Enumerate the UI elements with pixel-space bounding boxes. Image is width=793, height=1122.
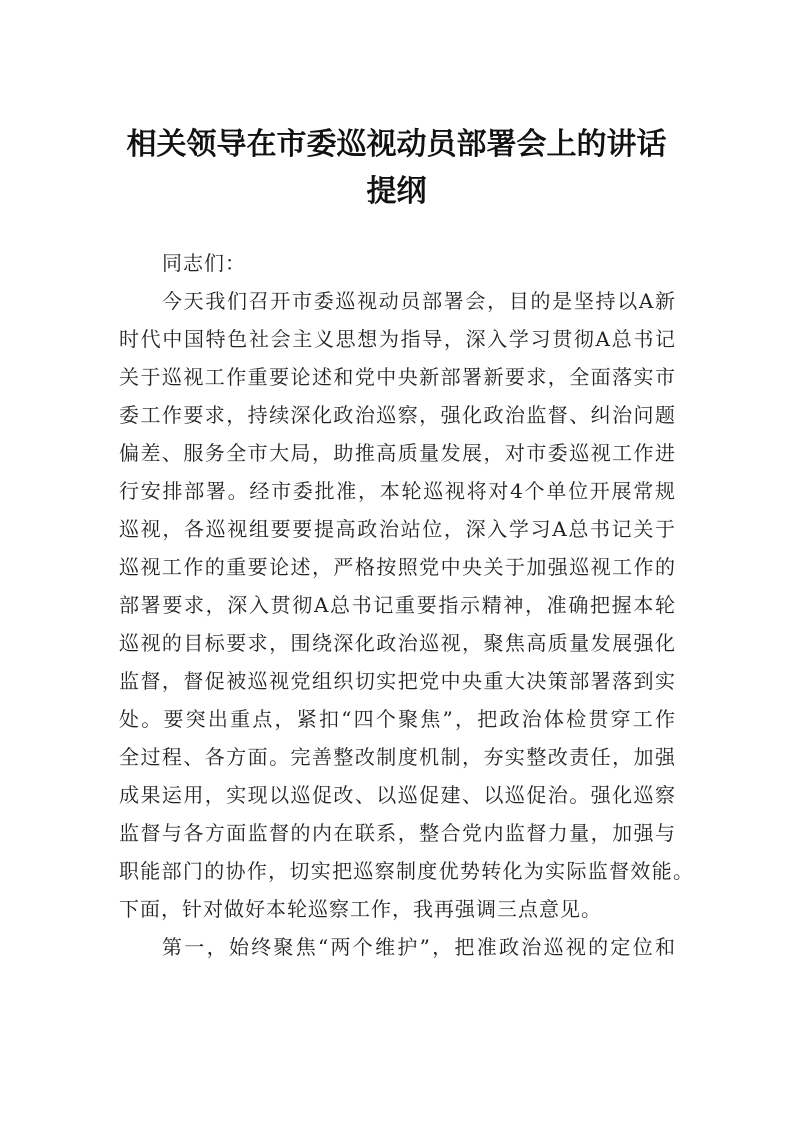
document-title-line-2: 提纲 — [366, 174, 427, 209]
text-line: 监督与各方面监督的内在联系，整合党内监督力量，加强与 — [119, 821, 676, 845]
text-line: 全过程、各方面。完善整改制度机制，夯实整改责任，加强 — [119, 745, 676, 769]
text-line: 巡视，各巡视组要要提高政治站位，深入学习A总书记关于 — [119, 517, 676, 541]
text-line: 部署要求，深入贯彻A总书记重要指示精神，准确把握本轮 — [119, 593, 676, 617]
text-line: 第一，始终聚焦“两个维护”，把准政治巡视的定位和 — [162, 935, 676, 959]
text-line: 巡视的目标要求，围绕深化政治巡视，聚焦高质量发展强化 — [119, 631, 676, 655]
text-line: 委工作要求，持续深化政治巡察，强化政治监督、纠治问题 — [119, 403, 676, 427]
text-line: 时代中国特色社会主义思想为指导，深入学习贯彻A总书记 — [119, 327, 676, 351]
text-line: 今天我们召开市委巡视动员部署会，目的是坚持以A新 — [162, 289, 676, 313]
text-line: 关于巡视工作重要论述和党中央新部署新要求，全面落实市 — [119, 365, 676, 389]
text-line: 巡视工作的重要论述，严格按照党中央关于加强巡视工作的 — [119, 555, 676, 579]
text-line: 同志们： — [162, 251, 246, 275]
text-line: 职能部门的协作，切实把巡察制度优势转化为实际监督效能。 — [119, 859, 694, 883]
document-body — [119, 244, 694, 966]
text-line: 成果运用，实现以巡促改、以巡促建、以巡促治。强化巡察 — [119, 783, 676, 807]
text-line: 行安排部署。经市委批准，本轮巡视将对4个单位开展常规 — [119, 479, 676, 503]
document-title: 相关领导在市委巡视动员部署会上的讲话 — [126, 127, 667, 162]
text-line: 监督，督促被巡视党组织切实把党中央重大决策部署落到实 — [119, 669, 676, 693]
text-line: 偏差、服务全市大局，助推高质量发展，对市委巡视工作进 — [119, 441, 676, 465]
text-line: 处。要突出重点，紧扣“四个聚焦”，把政治体检贯穿工作 — [119, 707, 676, 731]
text-line: 下面，针对做好本轮巡察工作，我再强调三点意见。 — [119, 897, 602, 921]
